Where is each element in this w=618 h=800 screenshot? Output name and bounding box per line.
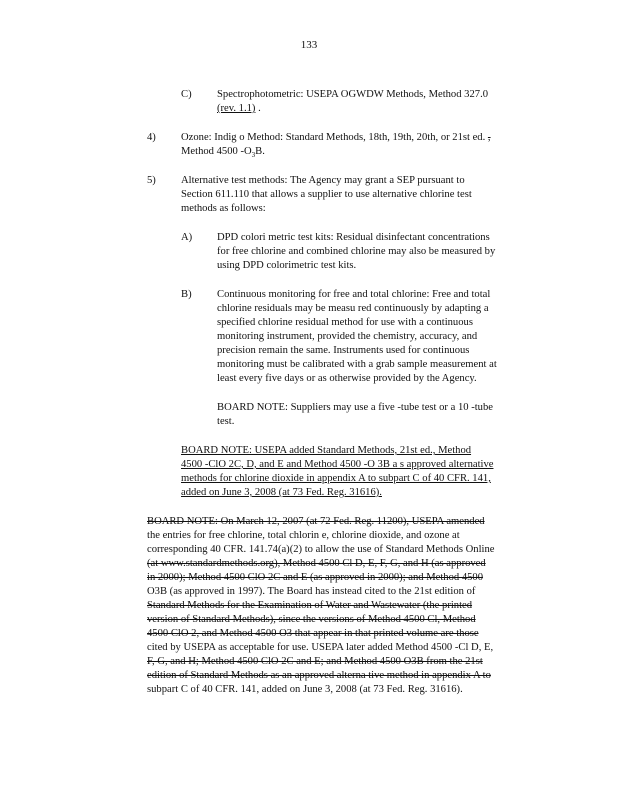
- body-text: The Board has instead cited to the 21st edition of: [264, 586, 476, 597]
- underlined-note-line: methods for chlorine dioxide in appendix A to subpart C of 40 CFR. 141,: [181, 473, 491, 484]
- board-note-line: [147, 529, 460, 543]
- item-c-rev-tail: .: [255, 103, 261, 114]
- item-b-line: monitoring instrument, provided the chemistry, accuracy, and: [217, 331, 478, 342]
- body-text: USEPA later added Method 4500 -Cl D, E,: [311, 642, 494, 653]
- item-b-label: B): [181, 289, 192, 300]
- underlined-note-line: added on June 3, 2008 (at 73 Fed. Reg. 31616).: [181, 487, 382, 498]
- struck-text: (at www.standardmethods.org), Method 4500 Cl D, E, F, G, and H (as approved: [147, 558, 486, 569]
- struck-text: in 2000); Method 4500 ClO 2C and E (as approved in 2000); and Method 4500: [147, 572, 484, 583]
- item-b-line: monitoring must be calibrated with a grab sample measurement at: [217, 359, 497, 370]
- item-b-line: precision remain the same. Instruments used for continuous: [217, 345, 470, 356]
- struck-text: F, G, and H; Method 4500 ClO 2C and E; and Method 4500 O3B from the 21st: [147, 656, 483, 667]
- board-note-line: [147, 613, 476, 627]
- item-5-label: 5): [147, 175, 156, 186]
- body-text: O3B (as approved in 1997).: [147, 586, 265, 597]
- body-text: corresponding 40 CFR. 141.74(a)(2) to allow the use of Standard Methods Online: [147, 544, 495, 555]
- item-c-line2: [217, 102, 261, 116]
- page-number: 133: [300, 39, 318, 51]
- board-note-line: [147, 543, 494, 557]
- item-4-method-tail: B.: [255, 146, 265, 157]
- item-b-line: least every five days or as otherwise provided by the Agency.: [217, 373, 477, 384]
- item-c-rev: (rev. 1.1): [217, 103, 256, 114]
- struck-text: BOARD NOTE: On March 12, 2007 (at 72 Fed. Reg. 11200), USEPA amended: [147, 516, 485, 527]
- board-note-line: [147, 683, 463, 697]
- item-4-line2: [181, 145, 265, 162]
- board-note-line: [147, 599, 472, 613]
- item-4-label: 4): [147, 132, 156, 143]
- item-a-label: A): [181, 232, 193, 243]
- item-b-line: specified chlorine residual method for use with a continuous: [217, 317, 473, 328]
- board-note-line: [147, 557, 486, 571]
- item-a-line: for free chlorine and combined chlorine may also be measured by: [217, 246, 496, 257]
- item-a-line: DPD colori metric test kits: Residual disinfectant concentrations: [217, 232, 490, 243]
- underlined-note-line: BOARD NOTE: USEPA added Standard Methods, 21st ed., Method: [181, 445, 472, 456]
- board-note-line: [147, 627, 479, 641]
- board-note-line: [147, 669, 491, 683]
- item-b-board-note: test.: [217, 416, 235, 427]
- item-5-line: Alternative test methods: The Agency may grant a SEP pursuant to: [181, 175, 465, 186]
- item-4-text: Ozone: Indig o Method: Standard Methods, 18th, 19th, 20th, or 21st ed.: [181, 132, 488, 143]
- item-4-method: Method 4500 -O: [181, 146, 252, 157]
- body-text: cited by USEPA as acceptable for use.: [147, 642, 312, 653]
- item-b-line: Continuous monitoring for free and total chlorine: Free and total: [217, 289, 491, 300]
- body-text: subpart C of 40 CFR. 141, added on June 3, 2008 (at 73 Fed. Reg. 31616).: [147, 684, 463, 695]
- item-4-sub: 3: [251, 151, 256, 160]
- item-c-line1: Spectrophotometric: USEPA OGWDW Methods, Method 327.0: [217, 89, 489, 100]
- item-5-line: methods as follows:: [181, 203, 266, 214]
- body-text: the entries for free chlorine, total chlorin e, chlorine dioxide, and ozone at: [147, 530, 460, 541]
- item-4-struck-comma: ,: [487, 132, 491, 143]
- item-b-board-note: BOARD NOTE: Suppliers may use a five -tube test or a 10 -tube: [217, 402, 493, 413]
- struck-text: edition of Standard Methods as an approved alterna tive method in appendix A to: [147, 670, 491, 681]
- board-note-line: [147, 641, 493, 655]
- board-note-line: [147, 571, 483, 585]
- item-a-line: using DPD colorimetric test kits.: [217, 260, 357, 271]
- item-c-label: C): [181, 89, 192, 100]
- underlined-note-line: 4500 -ClO 2C, D, and E and Method 4500 -O 3B a s approved alternative: [181, 459, 494, 470]
- struck-text: 4500 ClO 2, and Method 4500 O3 that appear in that printed volume are those: [147, 628, 479, 639]
- item-5-line: Section 611.110 that allows a supplier to use alternative chlorine test: [181, 189, 472, 200]
- item-4-line1: [181, 131, 491, 145]
- board-note-line: [147, 585, 475, 599]
- board-note-line: [147, 515, 485, 529]
- struck-text: version of Standard Methods), since the versions of Method 4500 Cl, Method: [147, 614, 476, 625]
- item-b-line: chlorine residuals may be measu red continuously by adapting a: [217, 303, 489, 314]
- struck-text: Standard Methods for the Examination of Water and Wastewater (the printed: [147, 600, 473, 611]
- board-note-line: [147, 655, 483, 669]
